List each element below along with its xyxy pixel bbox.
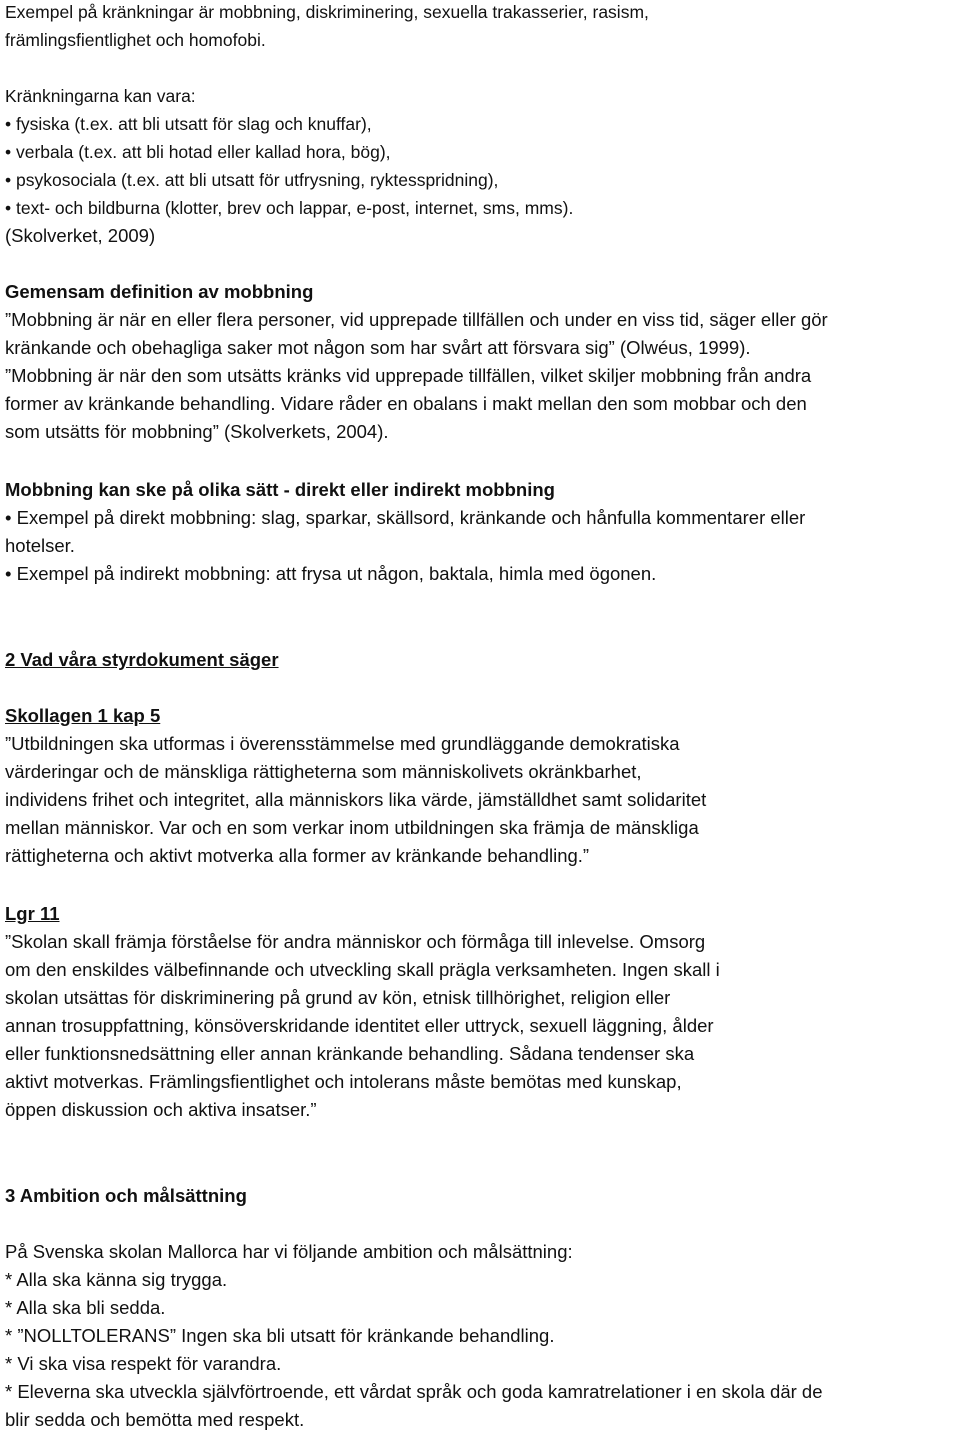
intro-text-line: främlingsfientlighet och homofobi. <box>5 30 266 50</box>
skollagen-line: mellan människor. Var och en som verkar inom utbildningen ska främja de mänskliga <box>5 817 699 838</box>
intro-bullet: • fysiska (t.ex. att bli utsatt för slag och knuffar), <box>5 114 372 134</box>
intro-source: (Skolverket, 2009) <box>5 225 156 246</box>
section-2-heading: 2 Vad våra styrdokument säger <box>5 649 279 670</box>
lgr-heading: Lgr 11 <box>5 903 60 924</box>
ways-line: • Exempel på direkt mobbning: slag, sparkar, skällsord, kränkande och hånfulla kommentarer eller <box>5 507 806 528</box>
ways-heading: Mobbning kan ske på olika sätt - direkt eller indirekt mobbning <box>5 479 555 500</box>
ways-line: hotelser. <box>5 535 75 556</box>
skollagen-line: rättigheterna och aktivt motverka alla former av kränkande behandling.” <box>5 845 590 866</box>
ambition-line: * Alla ska känna sig trygga. <box>5 1269 228 1290</box>
definition-line: ”Mobbning är när den som utsätts kränks vid upprepade tillfällen, vilket skiljer mobbning från andra <box>5 365 812 386</box>
skollagen-heading: Skollagen 1 kap 5 <box>5 705 161 726</box>
lgr-line: öppen diskussion och aktiva insatser.” <box>5 1099 317 1120</box>
intro-bullet: • text- och bildburna (klotter, brev och lappar, e-post, internet, sms, mms). <box>5 198 574 218</box>
section-3-heading: 3 Ambition och målsättning <box>5 1185 247 1206</box>
lgr-line: annan trosuppfattning, könsöverskridande identitet eller uttryck, sexuell läggning, ålder <box>5 1015 714 1036</box>
definition-heading: Gemensam definition av mobbning <box>5 281 314 302</box>
ambition-line: * Eleverna ska utveckla självförtroende, ett vårdat språk och goda kamratrelationer i en skola där de <box>5 1381 823 1402</box>
lgr-line: aktivt motverkas. Främlingsfientlighet och intolerans måste bemötas med kunskap, <box>5 1071 682 1092</box>
intro-heading: Kränkningarna kan vara: <box>5 86 196 106</box>
skollagen-line: ”Utbildningen ska utformas i överensstämmelse med grundläggande demokratiska <box>5 733 680 754</box>
ambition-line: * Vi ska visa respekt för varandra. <box>5 1353 282 1374</box>
lgr-line: om den enskildes välbefinnande och utveckling skall prägla verksamheten. Ingen skall i <box>5 959 720 980</box>
ambition-line: På Svenska skolan Mallorca har vi följande ambition och målsättning: <box>5 1241 573 1262</box>
ambition-line: blir sedda och bemötta med respekt. <box>5 1409 305 1430</box>
definition-line: former av kränkande behandling. Vidare råder en obalans i makt mellan den som mobbar och den <box>5 393 807 414</box>
definition-line: ”Mobbning är när en eller flera personer, vid upprepade tillfällen och under en viss tid, säger eller gör <box>5 309 828 330</box>
ways-line: • Exempel på indirekt mobbning: att frysa ut någon, baktala, himla med ögonen. <box>5 563 657 584</box>
intro-text-line: Exempel på kränkningar är mobbning, diskriminering, sexuella trakasserier, rasism, <box>5 2 649 22</box>
skollagen-line: värderingar och de mänskliga rättigheterna som människolivets okränkbarhet, <box>5 761 642 782</box>
definition-line: kränkande och obehagliga saker mot någon som har svårt att försvara sig” (Olwéus, 1999). <box>5 337 751 358</box>
intro-bullet: • psykosociala (t.ex. att bli utsatt för utfrysning, ryktesspridning), <box>5 170 499 190</box>
intro-bullet: • verbala (t.ex. att bli hotad eller kallad hora, bög), <box>5 142 391 162</box>
lgr-line: skolan utsättas för diskriminering på grund av kön, etnisk tillhörighet, religion eller <box>5 987 671 1008</box>
definition-line: som utsätts för mobbning” (Skolverkets, 2004). <box>5 421 389 442</box>
ambition-line: * ”NOLLTOLERANS” Ingen ska bli utsatt för kränkande behandling. <box>5 1325 555 1346</box>
skollagen-line: individens frihet och integritet, alla människors lika värde, jämställdhet samt solidaritet <box>5 789 707 810</box>
lgr-line: ”Skolan skall främja förståelse för andra människor och förmåga till inlevelse. Omsorg <box>5 931 706 952</box>
ambition-line: * Alla ska bli sedda. <box>5 1297 166 1318</box>
lgr-line: eller funktionsnedsättning eller annan kränkande behandling. Sådana tendenser ska <box>5 1043 695 1064</box>
